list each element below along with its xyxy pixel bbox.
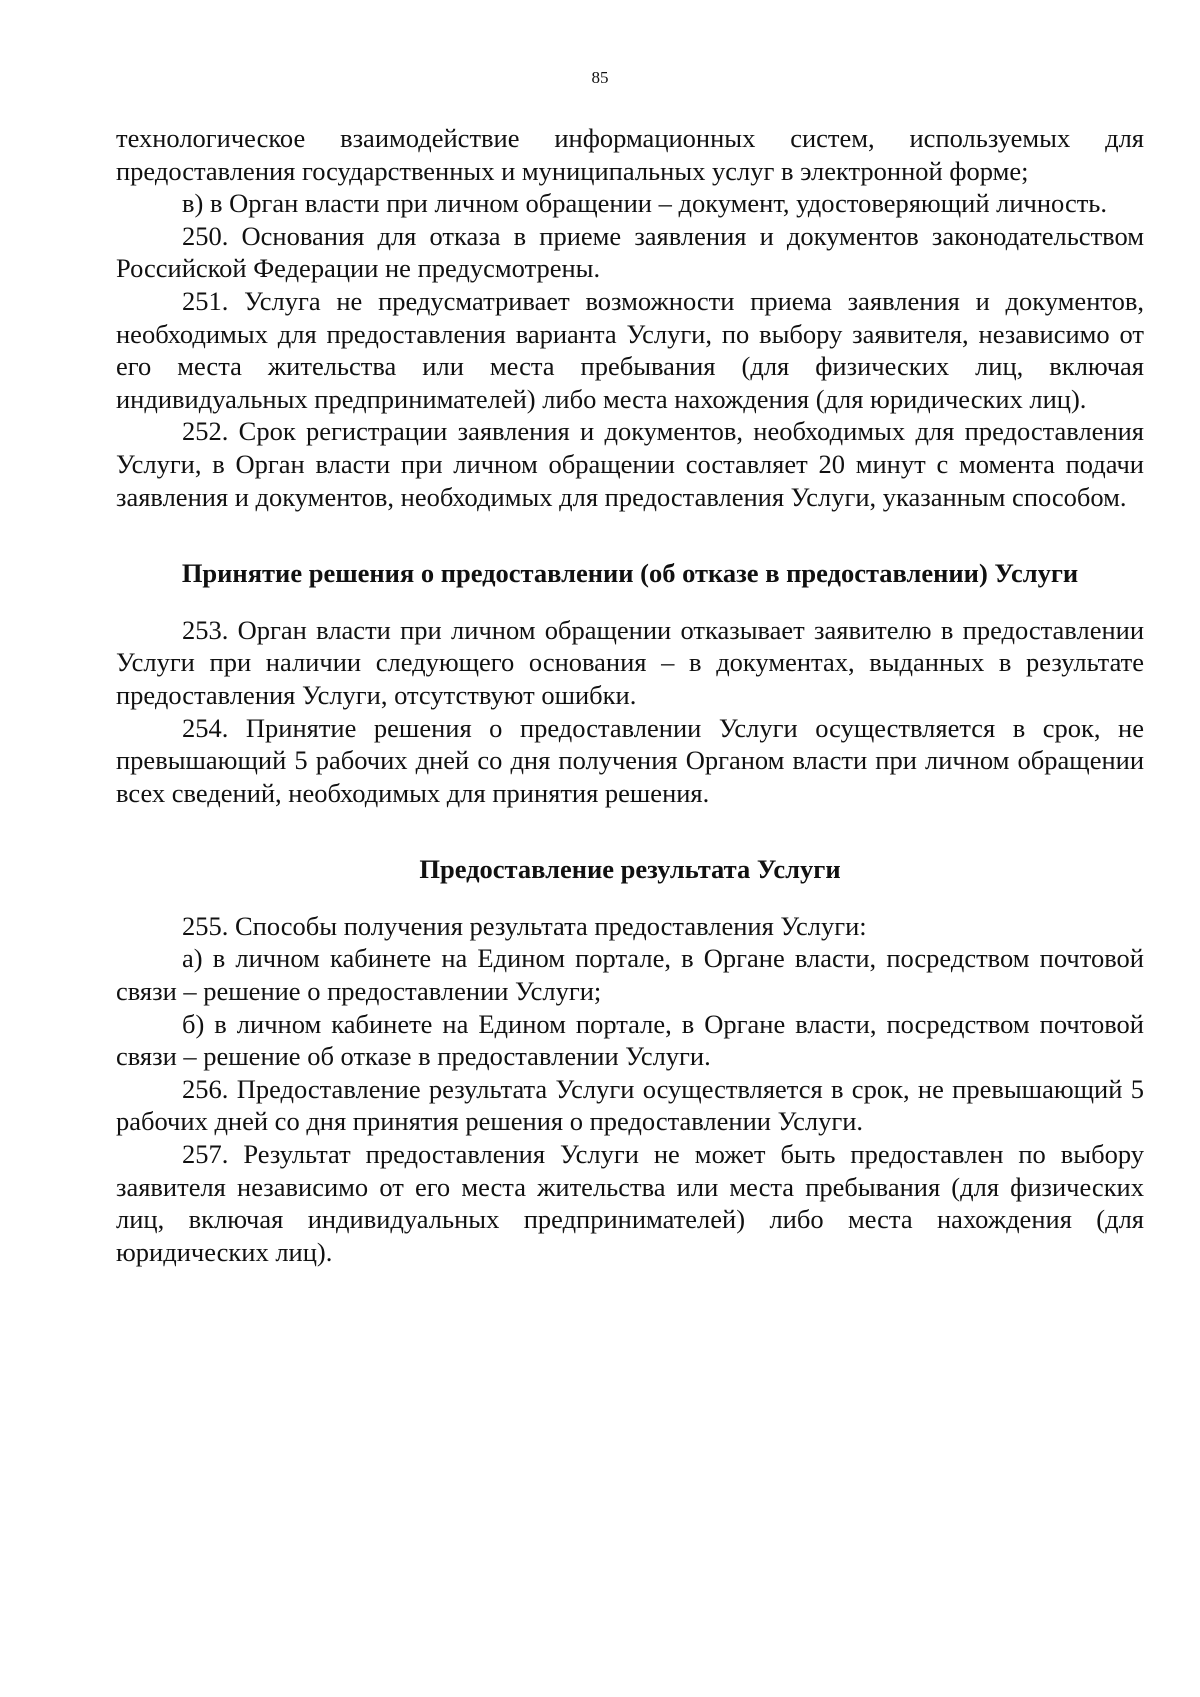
paragraph-250: 250. Основания для отказа в приеме заявления и документов законодательством Российской Федерации не предусмотрены. xyxy=(116,220,1144,284)
paragraph-257: 257. Результат предоставления Услуги не может быть предоставлен по выбору заявителя независимо от его места жительства или места пребывания (для физических лиц, включая индивидуальных предпринимателей) либо места нахождения (для юридических лиц). xyxy=(116,1139,1144,1267)
page-number: 85 xyxy=(591,68,609,87)
paragraph-256: 256. Предоставление результата Услуги осуществляется в срок, не превышающий 5 рабочих дней со дня принятия решения о предоставлении Услуги. xyxy=(116,1073,1144,1137)
paragraph-255: 255. Способы получения результата предоставления Услуги: xyxy=(182,910,867,941)
paragraph-252: 252. Срок регистрации заявления и документов, необходимых для предоставления Услуги, в Орган власти при личном обращении составляет 20 минут с момента подачи заявления и документов, необходимых для предоставления Услуги, указанным способом. xyxy=(116,416,1144,512)
spacer xyxy=(116,590,1144,614)
paragraph-251: 251. Услуга не предусматривает возможности приема заявления и документов, необходимых для предоставления варианта Услуги, по выбору заявителя, независимо от его места жительства или места пребывания (для физических лиц, включая индивидуальных предпринимателей) либо места нахождения (для юридических лиц). xyxy=(116,285,1144,414)
paragraph-item-b: б) в личном кабинете на Едином портале, в Органе власти, посредством почтовой связи – решение об отказе в предоставлении Услуги. xyxy=(116,1008,1144,1072)
paragraph-item-a: а) в личном кабинете на Едином портале, в Органе власти, посредством почтовой связи – решение о предоставлении Услуги; xyxy=(116,943,1144,1007)
section-heading-result: Предоставление результата Услуги xyxy=(419,854,841,885)
spacer xyxy=(116,886,1144,910)
section-heading-decision: Принятие решения о предоставлении (об отказе в предоставлении) Услуги xyxy=(181,558,1079,589)
document-body xyxy=(116,122,1144,1268)
spacer xyxy=(116,809,1144,853)
spacer xyxy=(116,513,1144,557)
paragraph-item-v: в) в Орган власти при личном обращении – документ, удостоверяющий личность. xyxy=(182,188,1108,219)
paragraph-254: 254. Принятие решения о предоставлении Услуги осуществляется в срок, не превышающий 5 рабочих дней со дня получения Органом власти при личном обращении всех сведений, необходимых для принятия решения. xyxy=(116,712,1144,808)
paragraph-continuation: технологическое взаимодействие информационных систем, используемых для предоставления государственных и муниципальных услуг в электронной форме; xyxy=(116,123,1144,186)
paragraph-253: 253. Орган власти при личном обращении отказывает заявителю в предоставлении Услуги при наличии следующего основания – в документах, выданных в результате предоставления Услуги, отсутствуют ошибки. xyxy=(116,614,1144,710)
